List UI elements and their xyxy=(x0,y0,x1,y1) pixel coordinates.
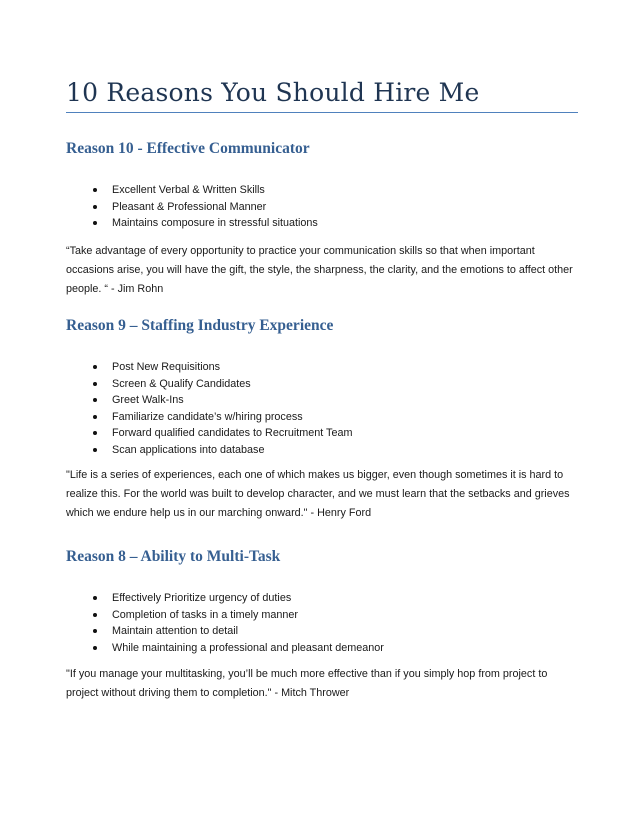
bullet-text: Familiarize candidate’s w/hiring process xyxy=(112,410,303,423)
bullet-text: Scan applications into database xyxy=(112,443,265,456)
bullet-text: Maintains composure in stressful situations xyxy=(112,217,318,229)
bullet-icon xyxy=(93,398,97,402)
section-quote: “Take advantage of every opportunity to practice your communication skills so that when important occasions arise, you will have the gift, the style, the sharpness, the clarity, and the emotions to affect other people. “ - Jim Rohn xyxy=(66,244,573,295)
section-reason-8 xyxy=(66,548,578,703)
bullet-text: Greet Walk-Ins xyxy=(112,394,184,406)
title-underline xyxy=(66,112,578,113)
section-heading: Reason 8 – Ability to Multi-Task xyxy=(66,548,281,565)
bullet-text: Screen & Qualify Candidates xyxy=(112,377,251,390)
section-reason-10 xyxy=(66,140,578,299)
bullet-icon xyxy=(93,448,97,452)
bullet-icon xyxy=(93,188,97,192)
bullet-text: Excellent Verbal & Written Skills xyxy=(112,184,265,196)
bullet-text: Pleasant & Professional Manner xyxy=(112,200,267,213)
bullet-text: Maintain attention to detail xyxy=(112,625,239,637)
bullet-text: Effectively Prioritize urgency of duties xyxy=(112,592,292,604)
bullet-list xyxy=(66,182,578,232)
bullet-list xyxy=(66,359,578,458)
bullet-icon xyxy=(93,613,97,617)
bullet-text: Completion of tasks in a timely manner xyxy=(112,608,299,621)
section-reason-9 xyxy=(66,317,578,523)
bullet-icon xyxy=(93,221,97,225)
bullet-item xyxy=(66,199,578,216)
bullet-item xyxy=(66,640,578,657)
bullet-item xyxy=(66,359,578,376)
bullet-text: Forward qualified candidates to Recruitment Team xyxy=(112,427,353,439)
bullet-icon xyxy=(93,646,97,650)
bullet-item xyxy=(66,607,578,624)
section-quote: "If you manage your multitasking, you’ll be much more effective than if you simply hop from project to project without driving them to completion." - Mitch Thrower xyxy=(66,668,548,699)
bullet-item xyxy=(66,392,578,409)
section-heading: Reason 10 - Effective Communicator xyxy=(66,140,310,157)
bullet-item xyxy=(66,182,578,199)
document-title: 10 Reasons You Should Hire Me xyxy=(66,78,480,107)
bullet-text: Post New Requisitions xyxy=(112,361,221,373)
bullet-icon xyxy=(93,365,97,369)
section-heading: Reason 9 – Staffing Industry Experience xyxy=(66,317,334,334)
bullet-icon xyxy=(93,415,97,419)
bullet-icon xyxy=(93,205,97,209)
bullet-text: While maintaining a professional and pleasant demeanor xyxy=(112,641,384,654)
bullet-item xyxy=(66,376,578,393)
bullet-item xyxy=(66,425,578,442)
bullet-item xyxy=(66,409,578,426)
section-quote: "Life is a series of experiences, each one of which makes us bigger, even though sometimes it is hard to realize this. For the world was built to develop character, and we must learn that the setbacks and grieves which we endure help us in our marching onward." - Henry Ford xyxy=(66,469,570,519)
bullet-item xyxy=(66,590,578,607)
bullet-icon xyxy=(93,431,97,435)
bullet-item xyxy=(66,623,578,640)
bullet-icon xyxy=(93,596,97,600)
bullet-list xyxy=(66,590,578,656)
bullet-item xyxy=(66,442,578,459)
bullet-item xyxy=(66,215,578,232)
bullet-icon xyxy=(93,382,97,386)
bullet-icon xyxy=(93,629,97,633)
